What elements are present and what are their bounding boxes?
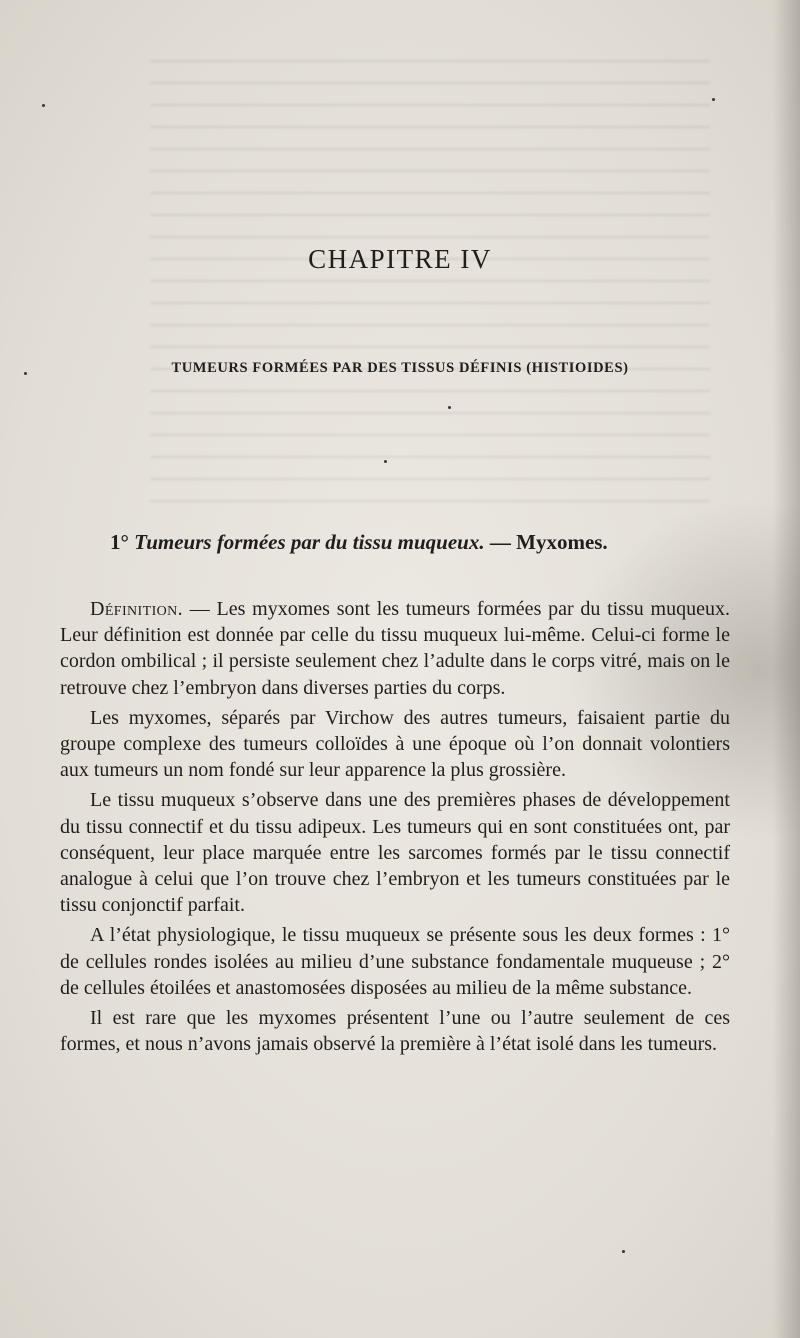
paragraph: A l’état physiologique, le tissu muqueux se présente sous les deux formes : 1° de cellules rondes isolées au milieu d’une substance fondamentale muqueuse ; 2° de cellules étoilées et anastomosées disposées au milieu de la même substance. — [60, 924, 730, 999]
section-title: TUMEURS FORMÉES PAR DES TISSUS DÉFINIS (HISTIOIDES) — [171, 360, 629, 376]
paragraph: Le tissu muqueux s’observe dans une des premières phases de développement du tissu connectif et du tissu adipeux. Les tumeurs qui en sont constituées ont, par conséquent, leur place marquée entre les sarcomes formés par le tissu connectif analogue à celui que l’on trouve chez l’embryon et les tumeurs constituées par le tissu conjonctif parfait. — [60, 789, 730, 917]
paragraph — [60, 596, 730, 701]
ink-speck — [448, 406, 451, 409]
paragraph: Il est rare que les myxomes présentent l’une ou l’autre seulement de ces formes, et nous n’avons jamais observé la première à l’état isolé dans les tumeurs. — [60, 1007, 730, 1056]
chapter-title: CHAPITRE IV — [308, 244, 492, 274]
definition-lead: Définition. — [90, 598, 184, 620]
ink-speck — [712, 98, 715, 101]
subsection-heading — [110, 530, 710, 555]
ink-speck — [622, 1250, 625, 1253]
body-text — [60, 596, 730, 1061]
subsection-italic-title: Tumeurs formées par du tissu muqueux. — [134, 530, 485, 554]
ink-speck — [42, 104, 45, 107]
bleed-through-text — [150, 60, 710, 520]
paragraph-text: — Les myxomes sont les tumeurs formées par du tissu muqueux. Leur définition est donnée par celle du tissu muqueux lui-même. Celui-ci forme le cordon ombilical ; il persiste seulement chez l’adulte dans le corps vitré, mais on le retrouve chez l’embryon dans diverses parties du corps. — [60, 598, 730, 699]
subsection-bold-title: Myxomes. — [516, 530, 608, 554]
subsection-dash: — — [489, 530, 511, 554]
subsection-number: 1° — [110, 530, 129, 554]
paragraph: Les myxomes, séparés par Virchow des autres tumeurs, faisaient partie du groupe complexe des tumeurs colloïdes à une époque où l’on donnait volontiers aux tumeurs un nom fondé sur leur apparence la plus grossière. — [60, 706, 730, 782]
ink-speck — [384, 460, 387, 463]
page-edge-shadow — [772, 0, 800, 1338]
